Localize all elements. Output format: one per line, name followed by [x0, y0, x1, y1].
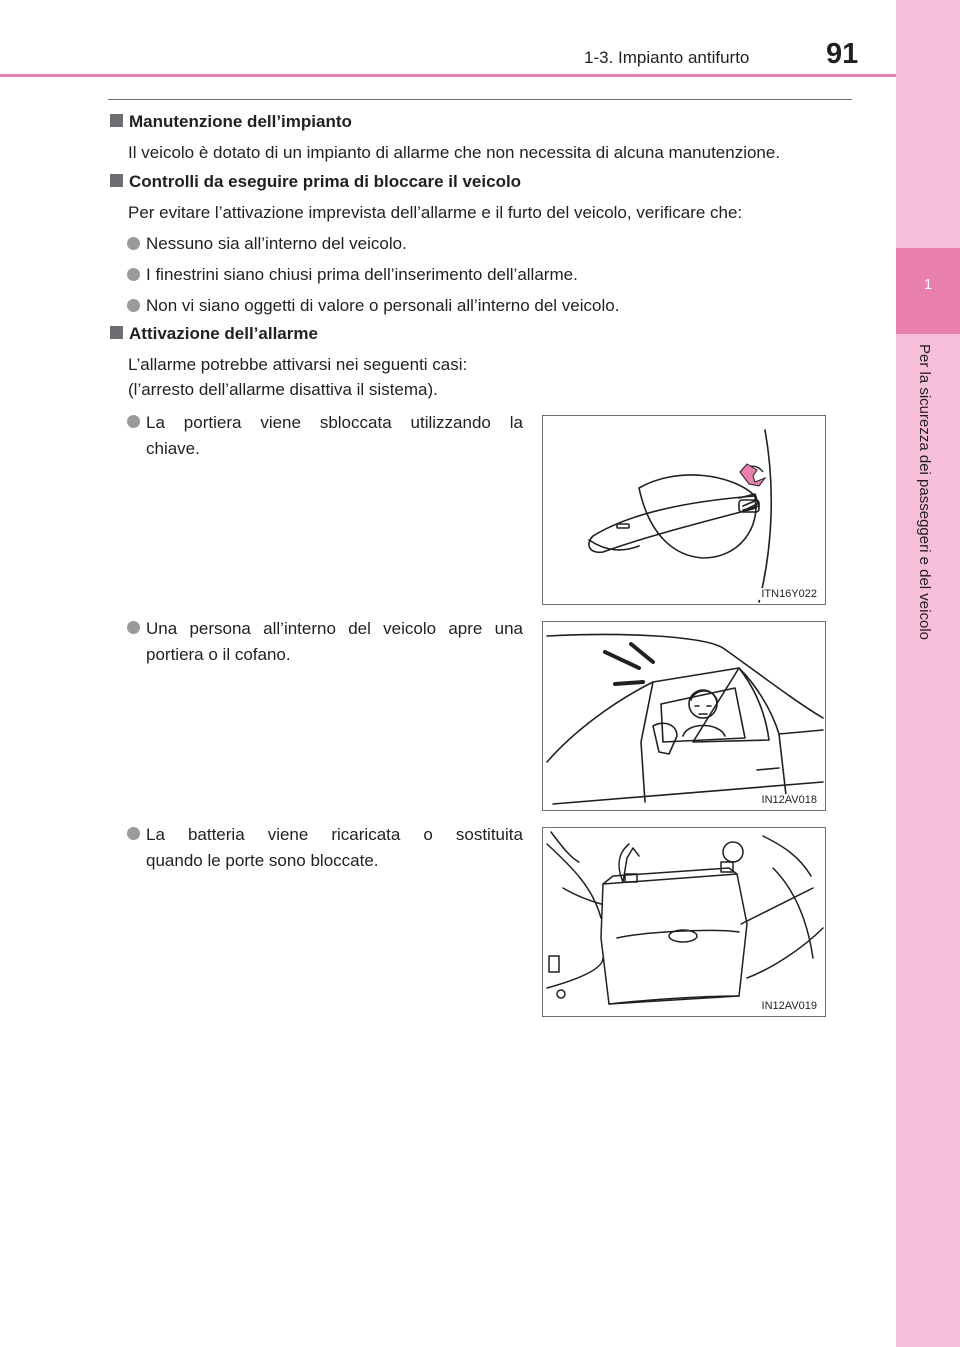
side-thumb-index	[896, 0, 960, 1347]
door-handle-illustration	[543, 416, 825, 604]
activation-line-1: L’allarme potrebbe attivarsi nei seguenti casi:	[128, 355, 468, 374]
battery-illustration	[543, 828, 825, 1016]
list-item: Non vi siano oggetti di valore o personali all’interno del veicolo.	[127, 293, 619, 319]
square-bullet-icon	[110, 114, 123, 127]
activation-line-2: (l’arresto dell’allarme disattiva il sistema).	[128, 380, 438, 399]
circle-bullet-icon	[127, 268, 140, 281]
heading-checks: Controlli da eseguire prima di bloccare il veicolo	[110, 172, 521, 192]
checks-text: Per evitare l’attivazione imprevista dell’allarme e il furto del veicolo, verificare che:	[128, 203, 743, 222]
circle-bullet-icon	[127, 827, 140, 840]
square-bullet-icon	[110, 326, 123, 339]
case-key-unlock: La portiera viene sbloccata utilizzando la chiave.	[127, 410, 523, 462]
figure-person-in-car	[542, 621, 826, 811]
figure-battery	[542, 827, 826, 1017]
maintenance-text: Il veicolo è dotato di un impianto di allarme che non necessita di alcuna manutenzione.	[128, 143, 781, 162]
list-item: I finestrini siano chiusi prima dell’inserimento dell’allarme.	[127, 262, 578, 288]
figure-door-handle-key	[542, 415, 826, 605]
figure-code: ITN16Y022	[761, 588, 817, 600]
chapter-number: 1	[923, 276, 933, 293]
page-number: 91	[826, 38, 859, 70]
case-interior-open: Una persona all’interno del veicolo apre una portiera o il cofano.	[127, 616, 523, 668]
heading-maintenance: Manutenzione dell’impianto	[110, 112, 352, 132]
car-interior-illustration	[543, 622, 825, 810]
section-title: 1-3. Impianto antifurto	[584, 48, 750, 67]
figure-code: IN12AV018	[761, 794, 817, 806]
content-top-rule	[108, 99, 852, 100]
heading-activation: Attivazione dell’allarme	[110, 324, 318, 344]
circle-bullet-icon	[127, 621, 140, 634]
figure-code: IN12AV019	[761, 1000, 817, 1012]
header-divider	[0, 74, 896, 77]
circle-bullet-icon	[127, 299, 140, 312]
circle-bullet-icon	[127, 237, 140, 250]
case-battery: La batteria viene ricaricata o sostituita quando le porte sono bloccate.	[127, 822, 523, 874]
square-bullet-icon	[110, 174, 123, 187]
list-item: Nessuno sia all’interno del veicolo.	[127, 231, 407, 257]
circle-bullet-icon	[127, 415, 140, 428]
chapter-title: Per la sicurezza dei passeggeri e del veicolo	[916, 344, 933, 640]
